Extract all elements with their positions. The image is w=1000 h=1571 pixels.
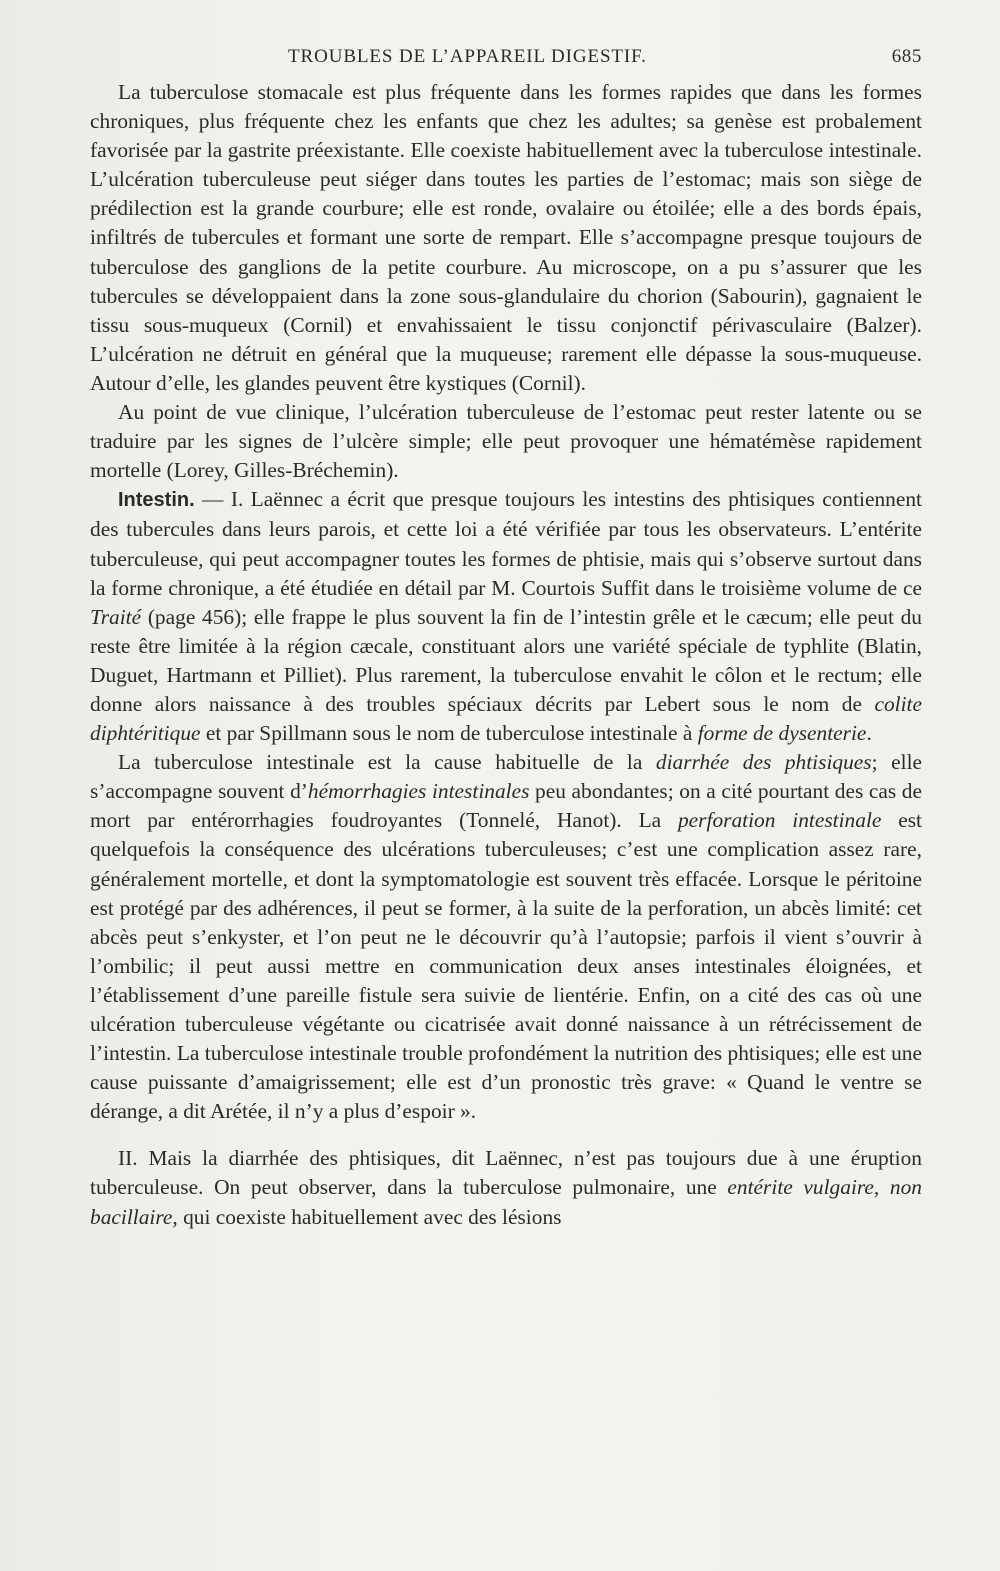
text-run: et par Spillmann sous le nom de tuberculose intestinale à xyxy=(200,721,698,746)
text-run: est quelquefois la conséquence des ulcérations tuberculeuses; c’est une complication assez rare, généralement mortelle, et dont la symptomatologie est souvent très effacée. Lorsque le péritoine est protégé par des adhérences, il peut se former, à la suite de la perforation, un abcès limité: cet abcès peut s’enkyster, et l’on peut ne le découvrir qu’à l’autopsie; parfois il vient s’ouvrir à l’ombilic; il peut aussi mettre en communication deux anses intestinales éloignées, et l’établissement d’une pareille fistule sera suivie de lientérie. Enfin, on a cité des cas où une ulcération tuberculeuse végétante ou cicatrisée avait donné naissance à un rétrécissement de l’intestin. La tuberculose intestinale trouble profondément la nutrition des phtisiques; elle est une cause puissante d’amaigrissement; elle est d’un pronostic très grave: « Quand le ventre se dérange, a dit Arétée, il n’y a plus d’espoir ». xyxy=(90,808,922,1124)
text-run: — I. Laënnec a écrit que presque toujours les intestins des phtisiques contiennent des tubercules dans leurs parois, et cette loi a été vérifiée par tous les observateurs. L’entérite tuberculeuse, qui peut accompagner toutes les formes de phtisie, mais qui s’observe surtout dans la forme chronique, a été étudiée en détail par M. Courtois Suffit dans le troisième volume de ce xyxy=(90,487,922,600)
italic-run: perforation intestinale xyxy=(677,808,882,833)
italic-run: forme de dysenterie xyxy=(697,721,867,746)
text-run: ; elle s’accompagne souvent d’ xyxy=(90,750,922,804)
paragraph-diarrhea xyxy=(90,748,922,1126)
text-run: peu abondantes; on a cité pourtant des cas de mort par entérorrhagies foudroyantes (Tonnelé, Hanot). La xyxy=(90,779,922,833)
paragraph-section-ii xyxy=(90,1144,922,1231)
italic-run: hémorrhagies intestinales xyxy=(307,779,530,804)
text-run: (page 456); elle frappe le plus souvent la fin de l’intestin grêle et le cæcum; elle peut du reste être limitée à la région cæcale, constituant alors une variété spéciale de typhlite (Blatin, Duguet, Hartmann et Pilliet). Plus rarement, la tuberculose envahit le côlon et le rectum; elle donne alors naissance à des troubles spéciaux décrits par Lebert sous le nom de xyxy=(90,604,922,716)
italic-run: colite diphtéritique xyxy=(90,691,922,746)
page-number: 685 xyxy=(891,46,922,67)
italic-run: entérite vulgaire, non bacillaire xyxy=(90,1175,923,1229)
italic-run: Traité xyxy=(90,604,142,629)
paragraph-intestine xyxy=(90,485,922,748)
paragraph-clinical: Au point de vue clinique, l’ulcération tuberculeuse de l’estomac peut rester latente ou se traduire par les signes de l’ulcère simple; elle peut provoquer une hématémèse rapidement mortelle (Lorey, Gilles-Bréchemin). xyxy=(90,400,922,483)
text-run: , qui coexiste habituellement avec des lésions xyxy=(172,1204,562,1229)
section-heading-intestin: Intestin. xyxy=(118,489,195,512)
paragraph-stomach-tuberculosis: La tuberculose stomacale est plus fréquente dans les formes rapides que dans les formes chroniques, plus fréquente chez les enfants que chez les adultes; sa genèse est probalement favorisée par la gastrite préexistante. Elle coexiste habituellement avec la tuberculose intestinale. L’ulcération tuberculeuse peut siéger dans toutes les parties de l’estomac; mais son siège de prédilection est la grande courbure; elle est ronde, ovalaire ou étoilée; elle a des bords épais, infiltrés de tubercules et formant une sorte de rempart. Elle s’accompagne presque toujours de tuberculose des ganglions de la petite courbure. Au microscope, on a pu s’assurer que les tubercules se développaient dans la zone sous-glandulaire du chorion (Sabourin), gagnaient le tissu sous-muqueux (Cornil) et envahissaient le tissu conjonctif périvasculaire (Balzer). L’ulcération ne détruit en général que la muqueuse; rarement elle dépasse la sous-muqueuse. Autour d’elle, les glandes peuvent être kystiques (Cornil). xyxy=(90,80,922,395)
text-run: II. Mais la diarrhée des phtisiques, dit Laënnec, n’est pas toujours due à une éruption tuberculeuse. On peut observer, dans la tuberculose pulmonaire, une xyxy=(90,1146,922,1200)
chapter-title: TROUBLES DE L’APPAREIL DIGESTIF. xyxy=(288,46,647,67)
running-head xyxy=(288,46,922,68)
italic-run: diarrhée des phtisiques xyxy=(655,750,872,775)
text-run: . xyxy=(866,721,872,746)
body-text xyxy=(90,78,922,1232)
text-run: La tuberculose intestinale est la cause habituelle de la xyxy=(118,750,656,775)
